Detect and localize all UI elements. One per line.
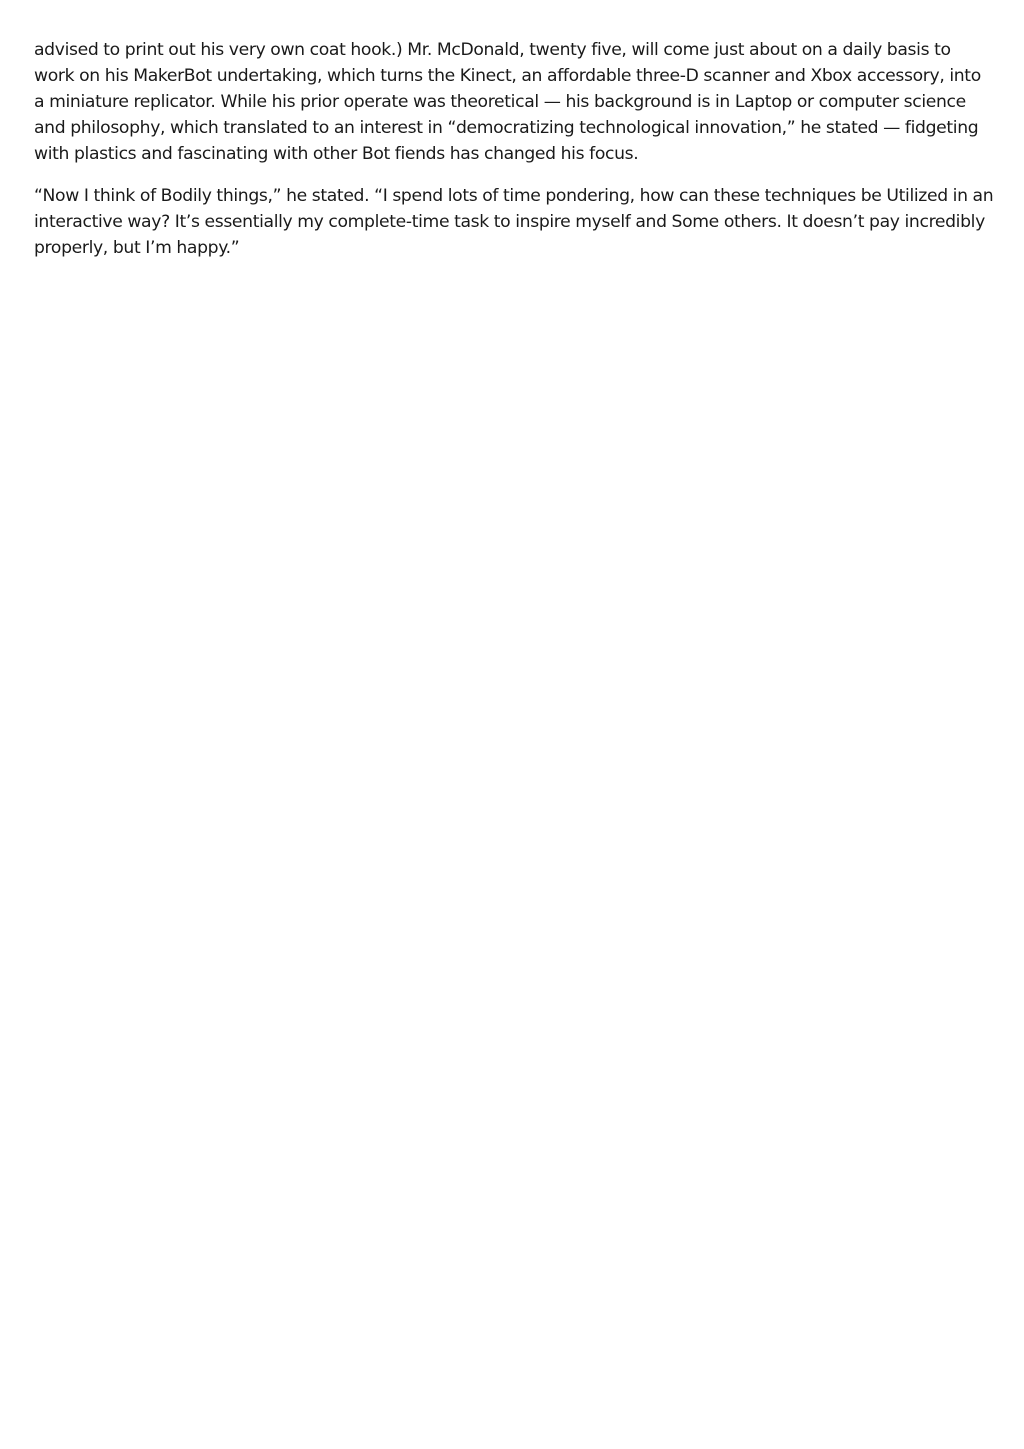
paragraph-2: “Now I think of Bodily things,” he stated. “I spend lots of time pondering, how can these techniques be Utilized in an interactive way? It’s essentially my complete-time task to inspire myself and Some others. It doesn’t pay incredibly properly, but I’m happy.” [34,186,994,258]
paragraph-1: advised to print out his very own coat hook.) Mr. McDonald, twenty five, will come just about on a daily basis to work on his MakerBot undertaking, which turns the Kinect, an affordable three-D scanner and Xbox accessory, into a miniature replicator. While his prior operate was theoretical — his background is in Laptop or computer science and philosophy, which translated to an interest in “democratizing technological innovation,” he stated — fidgeting with plastics and fascinating with other Bot fiends has changed his focus. [34,40,981,164]
document-body [34,37,994,277]
